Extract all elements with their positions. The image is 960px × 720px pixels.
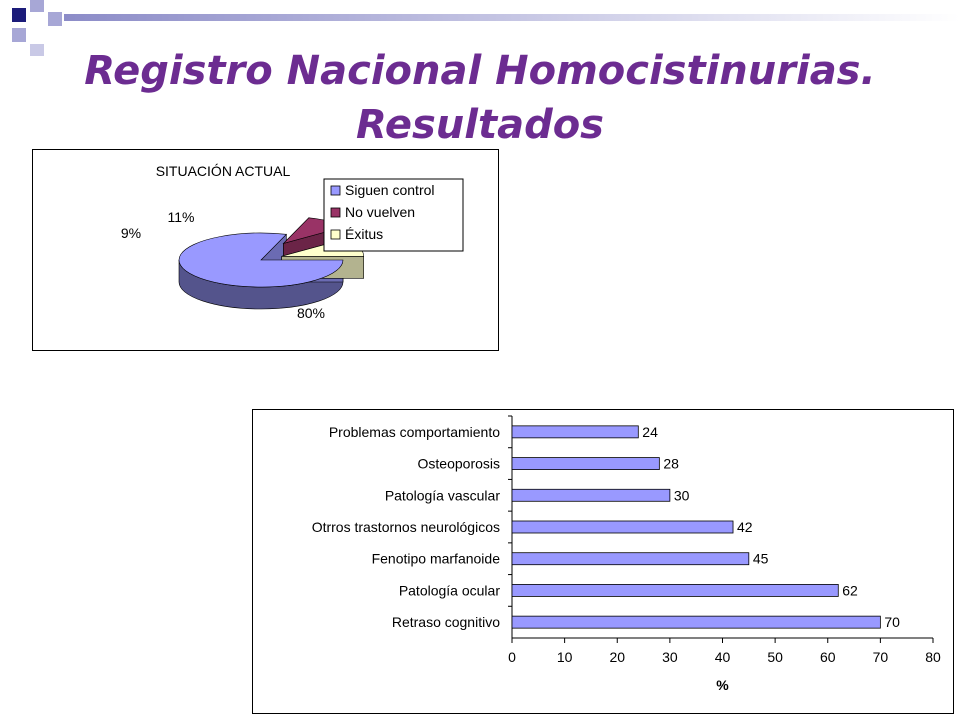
x-tick-label: 40 — [714, 649, 731, 665]
x-tick-label: 30 — [662, 649, 678, 665]
bar — [512, 521, 733, 533]
bar-value-label: 62 — [842, 582, 858, 599]
bar-chart-box — [252, 409, 954, 714]
pie-data-label: 80% — [296, 305, 326, 321]
bar-value-label: 28 — [663, 455, 679, 472]
pie-chart — [33, 150, 498, 350]
category-label: Retraso cognitivo — [391, 614, 500, 631]
category-label: Problemas comportamiento — [328, 423, 500, 440]
bar-value-label: 70 — [884, 614, 900, 631]
x-tick-label: 70 — [872, 649, 889, 665]
bar — [512, 458, 659, 470]
bar-value-label: 30 — [673, 487, 690, 504]
bar-value-label: 45 — [752, 550, 769, 567]
x-tick-label: 10 — [556, 649, 573, 665]
category-label: Patología ocular — [398, 582, 500, 599]
x-tick-label: 50 — [767, 649, 783, 665]
legend-label: No vuelven — [345, 204, 416, 220]
x-tick-label: 80 — [925, 649, 941, 665]
bar — [512, 553, 749, 565]
x-tick-label: 0 — [508, 649, 516, 665]
deco-square-light — [12, 28, 26, 42]
bar-value-label: 24 — [642, 423, 658, 440]
pie-data-label: 9% — [120, 225, 142, 241]
deco-square-dark — [12, 8, 26, 22]
legend-swatch — [331, 208, 340, 217]
category-label: Otrros trastornos neurológicos — [311, 519, 500, 535]
bar — [512, 426, 638, 438]
x-tick-label: 20 — [609, 649, 626, 665]
bar-chart — [253, 410, 953, 713]
pie-chart-title: SITUACIÓN ACTUAL — [155, 163, 291, 179]
x-axis-label: % — [716, 677, 729, 693]
deco-gradient-bar — [64, 14, 960, 21]
category-label: Osteoporosis — [417, 455, 500, 472]
deco-square-light — [30, 0, 44, 12]
deco-square-light — [48, 12, 62, 26]
page-title-line-2: Resultados — [356, 102, 604, 148]
bar — [512, 584, 838, 596]
pie-chart-box — [32, 149, 499, 351]
page-title — [0, 44, 960, 152]
x-tick-label: 60 — [819, 649, 836, 665]
bar — [512, 489, 670, 501]
bar — [512, 616, 880, 628]
legend-label: Siguen control — [345, 182, 435, 198]
bar-value-label: 42 — [737, 519, 753, 535]
category-label: Fenotipo marfanoide — [371, 550, 500, 567]
page-title-line-1: Registro Nacional Homocistinurias. — [84, 48, 876, 94]
pie-data-label: 11% — [167, 209, 195, 225]
pie-legend — [324, 179, 463, 251]
category-label: Patología vascular — [384, 487, 500, 504]
legend-swatch — [331, 186, 340, 195]
legend-swatch — [331, 230, 340, 239]
legend-label: Éxitus — [345, 226, 384, 242]
